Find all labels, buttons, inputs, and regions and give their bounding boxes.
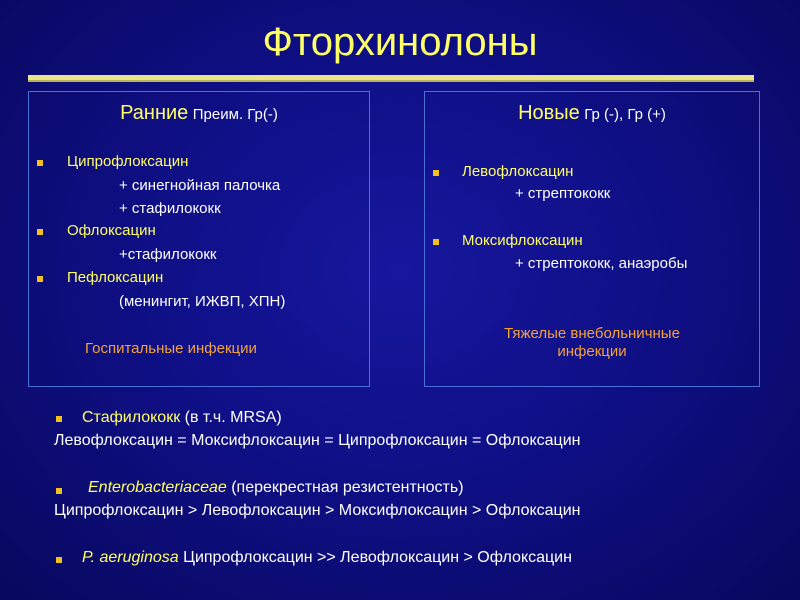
- title-underline: [28, 75, 754, 82]
- drug-note: (менингит, ИЖВП, ХПН): [119, 293, 286, 310]
- drug-ciprofloxacin: Ципрофлоксацин: [67, 153, 189, 170]
- organism-label-suffix: (перекрестная резистентность): [226, 479, 464, 496]
- early-heading-title: Ранние: [120, 102, 189, 124]
- early-heading-subtitle: Преим. Гр(-): [192, 106, 278, 123]
- comparison-enterobacteriaceae: [88, 478, 464, 498]
- bullet-icon: [37, 160, 43, 166]
- bullet-icon: [37, 276, 43, 282]
- organism-label: P. aeruginosa: [82, 549, 179, 566]
- organism-label-suffix: (в т.ч. MRSA): [180, 409, 282, 426]
- new-heading: [425, 102, 759, 125]
- new-footer-line2: инфекции: [557, 343, 627, 360]
- drug-pefloxacin: Пефлоксацин: [67, 269, 164, 286]
- bullet-icon: [433, 170, 439, 176]
- bullet-icon: [433, 239, 439, 245]
- bullet-icon: [56, 416, 62, 422]
- comparison-staphylococcus: [82, 408, 282, 428]
- early-heading: [29, 102, 369, 125]
- early-fluoroquinolones-box: [28, 91, 370, 387]
- new-heading-subtitle: Гр (-), Гр (+): [584, 106, 666, 123]
- comparison-pseudomonas: [82, 548, 572, 568]
- drug-note: +стафилококк: [119, 246, 217, 263]
- slide-title: Фторхинолоны: [262, 20, 538, 64]
- bullet-icon: [56, 557, 62, 563]
- new-footer-line1: Тяжелые внебольничные: [504, 325, 680, 342]
- organism-label-suffix: Ципрофлоксацин >> Левофлоксацин > Офлоксацин: [178, 549, 572, 566]
- comparison-order: Левофлоксацин = Моксифлоксацин = Ципрофлоксацин = Офлоксацин: [54, 432, 581, 449]
- new-heading-title: Новые: [518, 102, 580, 124]
- drug-note: + стрептококк: [515, 185, 611, 202]
- early-footer: Госпитальные инфекции: [85, 340, 257, 357]
- drug-note: + стрептококк, анаэробы: [515, 255, 688, 272]
- organism-label: Стафилококк: [82, 409, 181, 426]
- drug-note: + стафилококк: [119, 200, 221, 217]
- comparison-order: Ципрофлоксацин > Левофлоксацин > Моксифлоксацин > Офлоксацин: [54, 502, 581, 519]
- bullet-icon: [56, 488, 62, 494]
- new-fluoroquinolones-box: [424, 91, 760, 387]
- drug-levofloxacin: Левофлоксацин: [462, 163, 574, 180]
- drug-ofloxacin: Офлоксацин: [67, 222, 156, 239]
- organism-label: Enterobacteriaceae: [88, 479, 227, 496]
- drug-note: + синегнойная палочка: [119, 177, 281, 194]
- bullet-icon: [37, 229, 43, 235]
- drug-moxifloxacin: Моксифлоксацин: [462, 232, 583, 249]
